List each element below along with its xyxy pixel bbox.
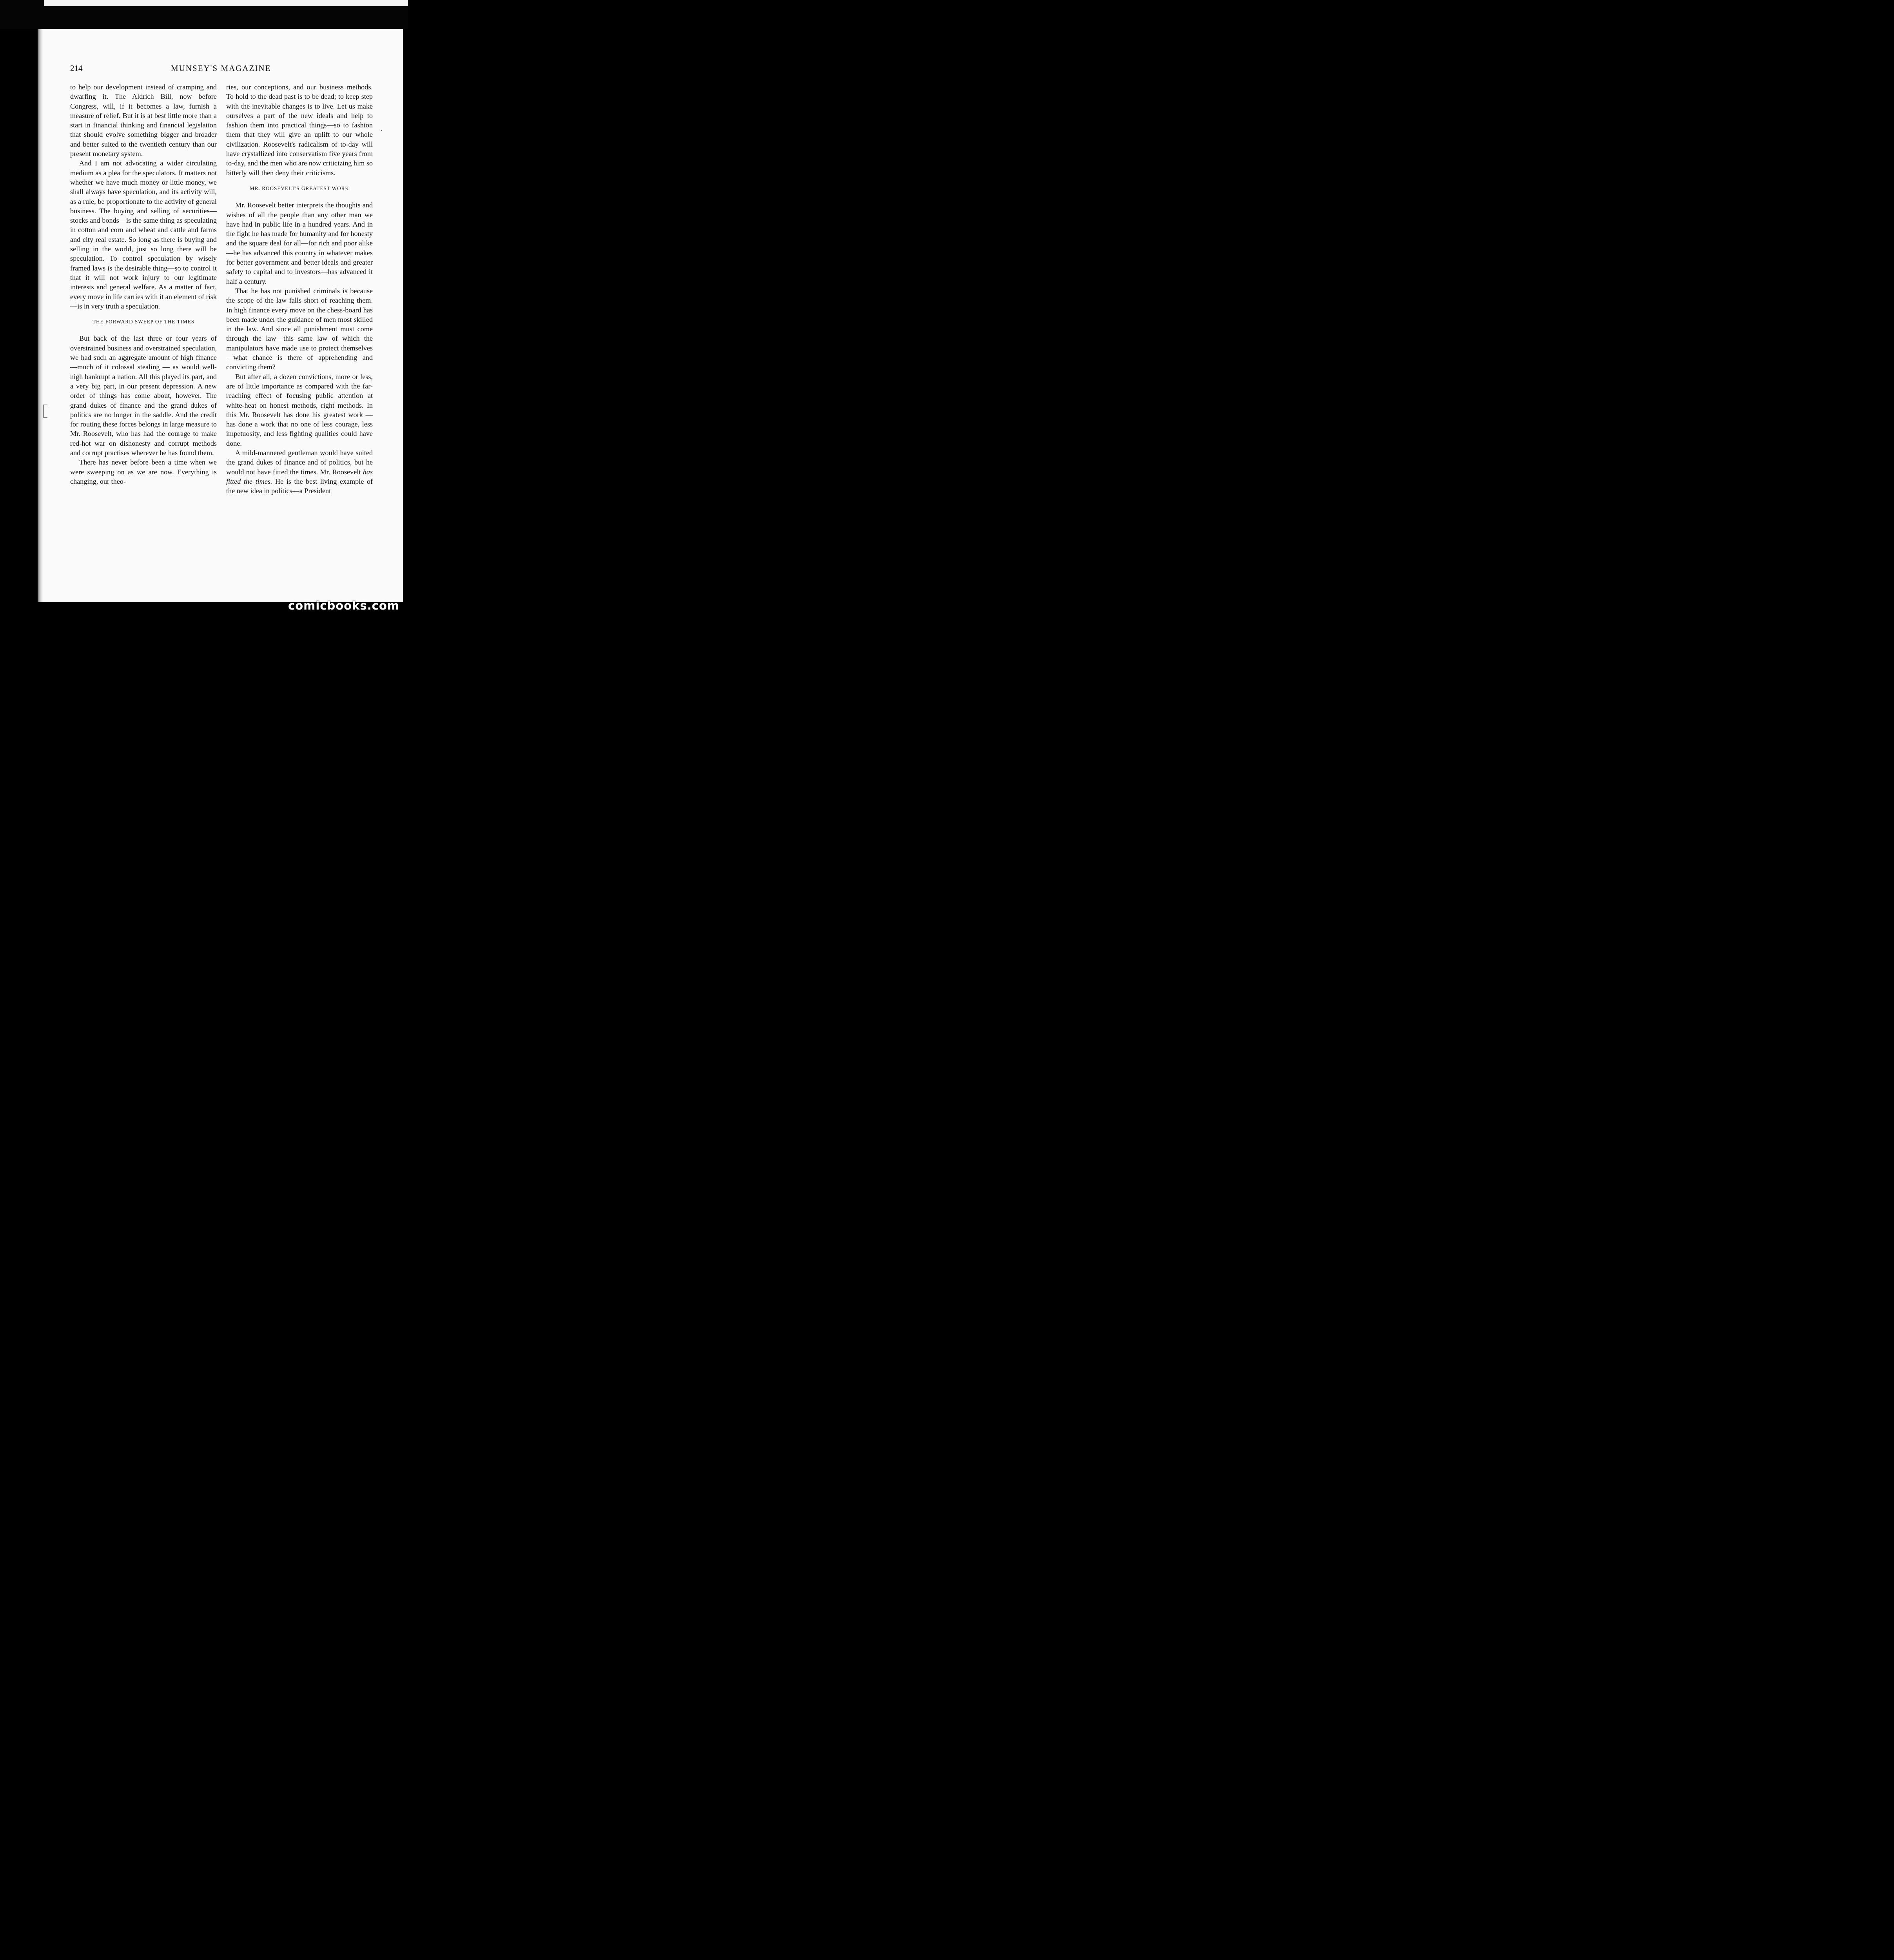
paragraph: And I am not advocating a wider circulating medium as a plea for the speculators. It matters not whether we have much money or little money, we shall always have speculation, and its activity will, as a rule, be proportionate to the activity of general business. The buying and selling of securities—stocks and bonds—is the same thing as speculating in cotton and corn and wheat and cattle and farms and city real estate. So long as there is buying and selling in the world, just so long there will be speculation. To control speculation by wisely framed laws is the desirable thing—so to control it that it will not work injury to our legitimate interests and general welfare. As a matter of fact, every move in life carries with it an element of risk—is in very truth a speculation. [70, 159, 217, 310]
paragraph: ries, our conceptions, and our business methods. To hold to the dead past is to be dead; to keep step with the inevitable changes is to live. Let us make ourselves a part of the new ideals and help to fashion them into practical things—so to fashion them that they will give an uplift to our whole civilization. Roosevelt's radicalism of to-day will have crystallized into conservatism five years from to-day, and the men who are now criticizing him so bitterly will then deny their criticisms. [226, 83, 373, 177]
paragraph: But back of the last three or four years of overstrained business and overstrained speculation, we had such an aggregate amount of high finance—much of it colossal stealing — as would well-nigh bankrupt a nation. All this played its part, and a very big part, in our present depression. A new order of things has come about, however. The grand dukes of finance and the grand dukes of politics are no longer in the saddle. And the credit for routing these forces belongs in large measure to Mr. Roosevelt, who has had the courage to make red-hot war on dishonesty and corrupt methods and corrupt practises wherever he has found them. [70, 334, 217, 457]
magazine-page [38, 29, 403, 602]
adjacent-page-edge [44, 0, 408, 6]
binding-mark [43, 405, 47, 418]
page-number: 214 [70, 64, 83, 73]
running-head: MUNSEY'S MAGAZINE [171, 64, 271, 73]
page-header [38, 64, 403, 75]
paragraph-text: A mild-mannered gentleman would have suited the grand dukes of finance and of politics, but he would not have fitted the times. Mr. Roosevelt [226, 448, 373, 476]
italic-phrase: has fitted the times. [226, 468, 373, 485]
paragraph-text: He is the best living example of the new idea in politics—a President [226, 477, 373, 495]
paragraph [226, 448, 373, 495]
watermark: comicbooks.com [288, 599, 399, 612]
right-column [226, 82, 373, 495]
section-heading: MR. ROOSEVELT'S GREATEST WORK [250, 185, 349, 191]
page-gutter-shadow [38, 29, 43, 602]
ink-speck [381, 130, 382, 131]
paragraph: That he has not punished criminals is because the scope of the law falls short of reaching them. In high finance every move on the chess-board has been made under the guidance of men most skilled in the law. And since all punishment must come through the law—this same law of which the manipulators have made use to protect themselves—what chance is there of apprehending and convicting them? [226, 287, 373, 371]
section-heading: THE FORWARD SWEEP OF THE TIMES [92, 319, 195, 325]
paragraph: But after all, a dozen convictions, more or less, are of little importance as compared with the far-reaching effect of focusing public attention at white-heat on honest methods, right methods. In this Mr. Roosevelt has done his greatest work —has done a work that no one of less courage, less impetuosity, and less fighting qualities could have done. [226, 372, 373, 447]
paragraph: Mr. Roosevelt better interprets the thoughts and wishes of all the people than any other man we have had in public life in a hundred years. And in the fight he has made for humanity and for honesty and the square deal for all—for rich and poor alike—he has advanced this country in whatever makes for better government and better ideals and greater safety to capital and to investors—has advanced it half a century. [226, 201, 373, 285]
paragraph: There has never before been a time when we were sweeping on as we are now. Everything is changing, our theo- [70, 458, 217, 485]
paragraph: to help our development instead of cramping and dwarfing it. The Aldrich Bill, now before Congress, will, if it becomes a law, furnish a measure of relief. But it is at best little more than a start in financial thinking and financial legislation that should evolve something bigger and broader and better suited to the twentieth century than our present monetary system. [70, 83, 217, 158]
left-column [70, 82, 217, 486]
